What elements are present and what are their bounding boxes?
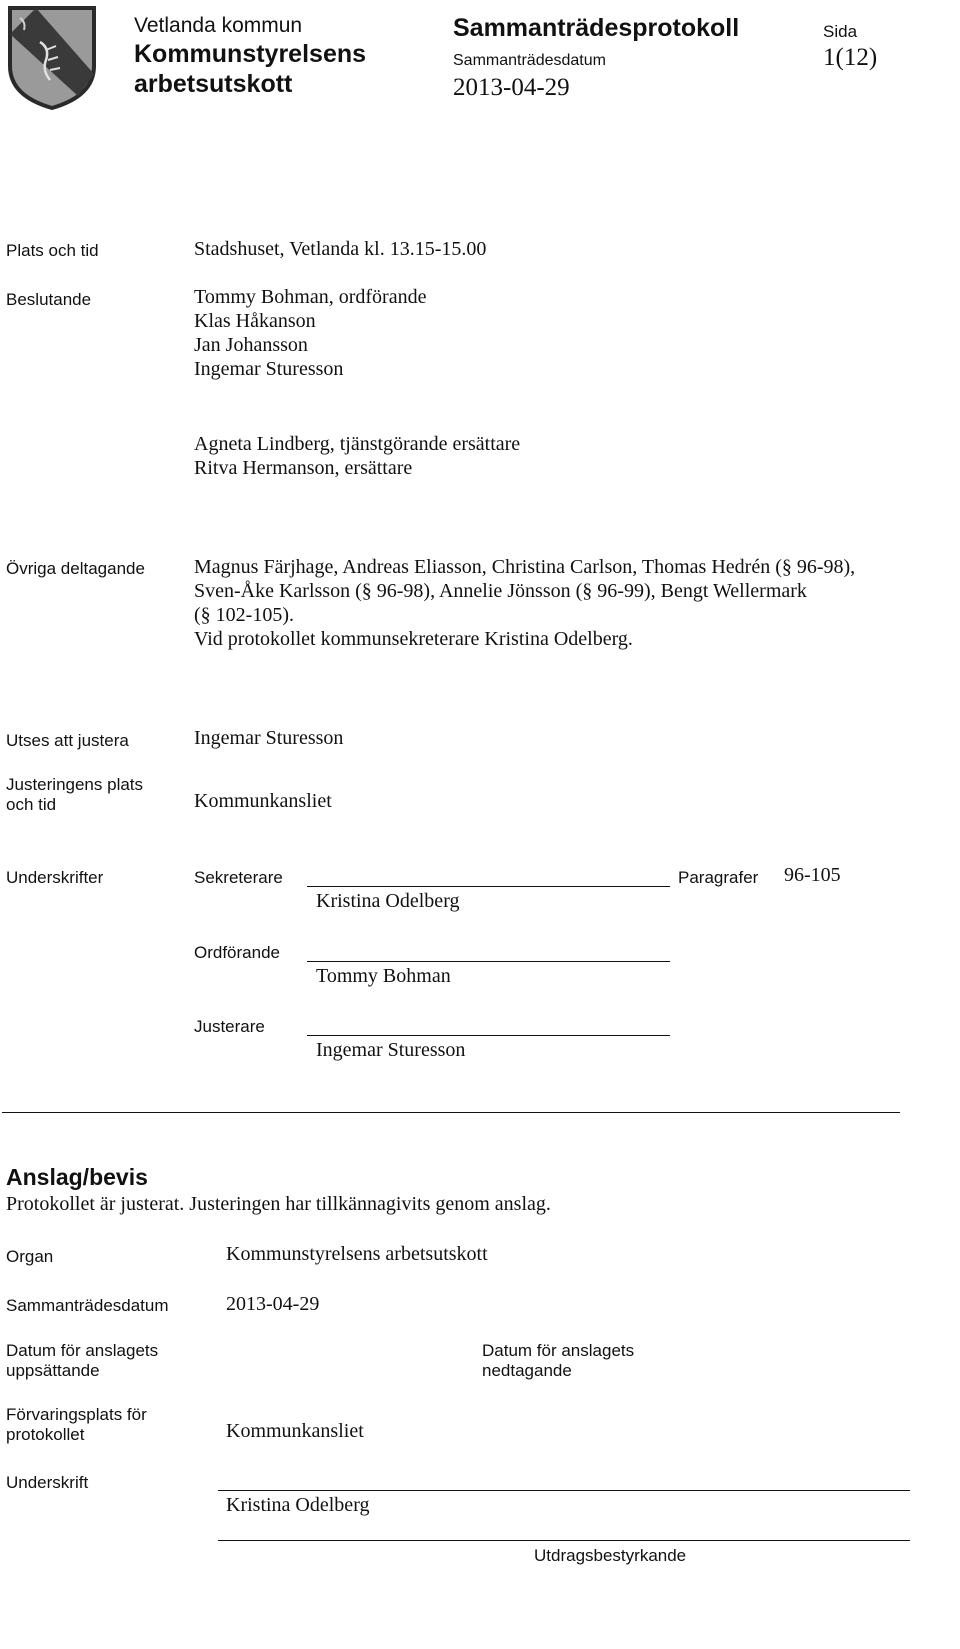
place-label: Plats och tid xyxy=(6,241,99,260)
deciding-member: Ingemar Sturesson xyxy=(194,358,344,380)
footer-line xyxy=(218,1540,910,1541)
others-line: Vid protokollet kommunsekreterare Kristina Odelberg. xyxy=(194,628,633,650)
adjuster-label: Utses att justera xyxy=(6,731,129,750)
document-title: Sammanträdesprotokoll xyxy=(453,14,740,42)
removed-date-label: nedtagande xyxy=(482,1361,572,1380)
notice-statement: Protokollet är justerat. Justeringen har tillkännagivits genom anslag. xyxy=(6,1193,551,1215)
organ-value: Kommunstyrelsens arbetsutskott xyxy=(226,1243,488,1265)
notice-signature-line xyxy=(218,1490,910,1491)
storage-value: Kommunkansliet xyxy=(226,1420,364,1442)
deciding-label: Beslutande xyxy=(6,290,92,309)
organ-label: Organ xyxy=(6,1247,54,1266)
committee-name-line1: Kommunstyrelsens xyxy=(134,40,367,68)
storage-label: Förvaringsplats för xyxy=(6,1405,147,1424)
adjuster-name: Ingemar Sturesson xyxy=(316,1039,466,1061)
others-line: Sven-Åke Karlsson (§ 96-98), Annelie Jönsson (§ 96-99), Bengt Wellermark xyxy=(194,580,807,602)
notice-date-value: 2013-04-29 xyxy=(226,1293,320,1315)
page-label: Sida xyxy=(823,22,858,41)
substitute-member: Ritva Hermanson, ersättare xyxy=(194,457,413,479)
notice-heading: Anslag/bevis xyxy=(6,1164,148,1190)
chair-label: Ordförande xyxy=(194,943,280,962)
signatures-label: Underskrifter xyxy=(6,868,104,887)
secretary-name: Kristina Odelberg xyxy=(316,890,460,912)
deciding-member: Tommy Bohman, ordförande xyxy=(194,286,427,308)
others-line: (§ 102-105). xyxy=(194,604,294,626)
adjuster-value: Ingemar Sturesson xyxy=(194,727,344,749)
adjust-place-label: och tid xyxy=(6,795,57,814)
footer-label: Utdragsbestyrkande xyxy=(534,1546,687,1565)
page-number: 1(12) xyxy=(823,44,878,71)
section-divider xyxy=(2,1112,900,1113)
notice-date-label: Sammanträdesdatum xyxy=(6,1296,169,1315)
others-label: Övriga deltagande xyxy=(6,559,145,578)
signature-label: Underskrift xyxy=(6,1473,89,1492)
substitute-member: Agneta Lindberg, tjänstgörande ersättare xyxy=(194,433,521,455)
paragraphs-label: Paragrafer xyxy=(678,868,759,887)
others-line: Magnus Färjhage, Andreas Eliasson, Christina Carlson, Thomas Hedrén (§ 96-98), xyxy=(194,556,856,578)
coat-of-arms-icon xyxy=(6,4,98,112)
secretary-label: Sekreterare xyxy=(194,868,283,887)
removed-date-label: Datum för anslagets xyxy=(482,1341,635,1360)
notice-signature-name: Kristina Odelberg xyxy=(226,1494,370,1516)
signature-adjuster-label: Justerare xyxy=(194,1017,265,1036)
posted-date-label: uppsättande xyxy=(6,1361,100,1380)
paragraphs-value: 96-105 xyxy=(784,864,841,886)
posted-date-label: Datum för anslagets xyxy=(6,1341,159,1360)
adjust-place-value: Kommunkansliet xyxy=(194,790,332,812)
secretary-signature-line xyxy=(307,886,670,887)
deciding-member: Jan Johansson xyxy=(194,334,308,356)
chair-name: Tommy Bohman xyxy=(316,965,451,987)
deciding-member: Klas Håkanson xyxy=(194,310,316,332)
header-date-label: Sammanträdesdatum xyxy=(453,52,606,69)
adjuster-signature-line xyxy=(307,1035,670,1036)
storage-label: protokollet xyxy=(6,1425,85,1444)
chair-signature-line xyxy=(307,961,670,962)
committee-name-line2: arbetsutskott xyxy=(134,70,293,98)
header-date-value: 2013-04-29 xyxy=(453,74,570,101)
place-value: Stadshuset, Vetlanda kl. 13.15-15.00 xyxy=(194,238,487,260)
adjust-place-label: Justeringens plats xyxy=(6,775,144,794)
municipality-name: Vetlanda kommun xyxy=(134,14,303,37)
